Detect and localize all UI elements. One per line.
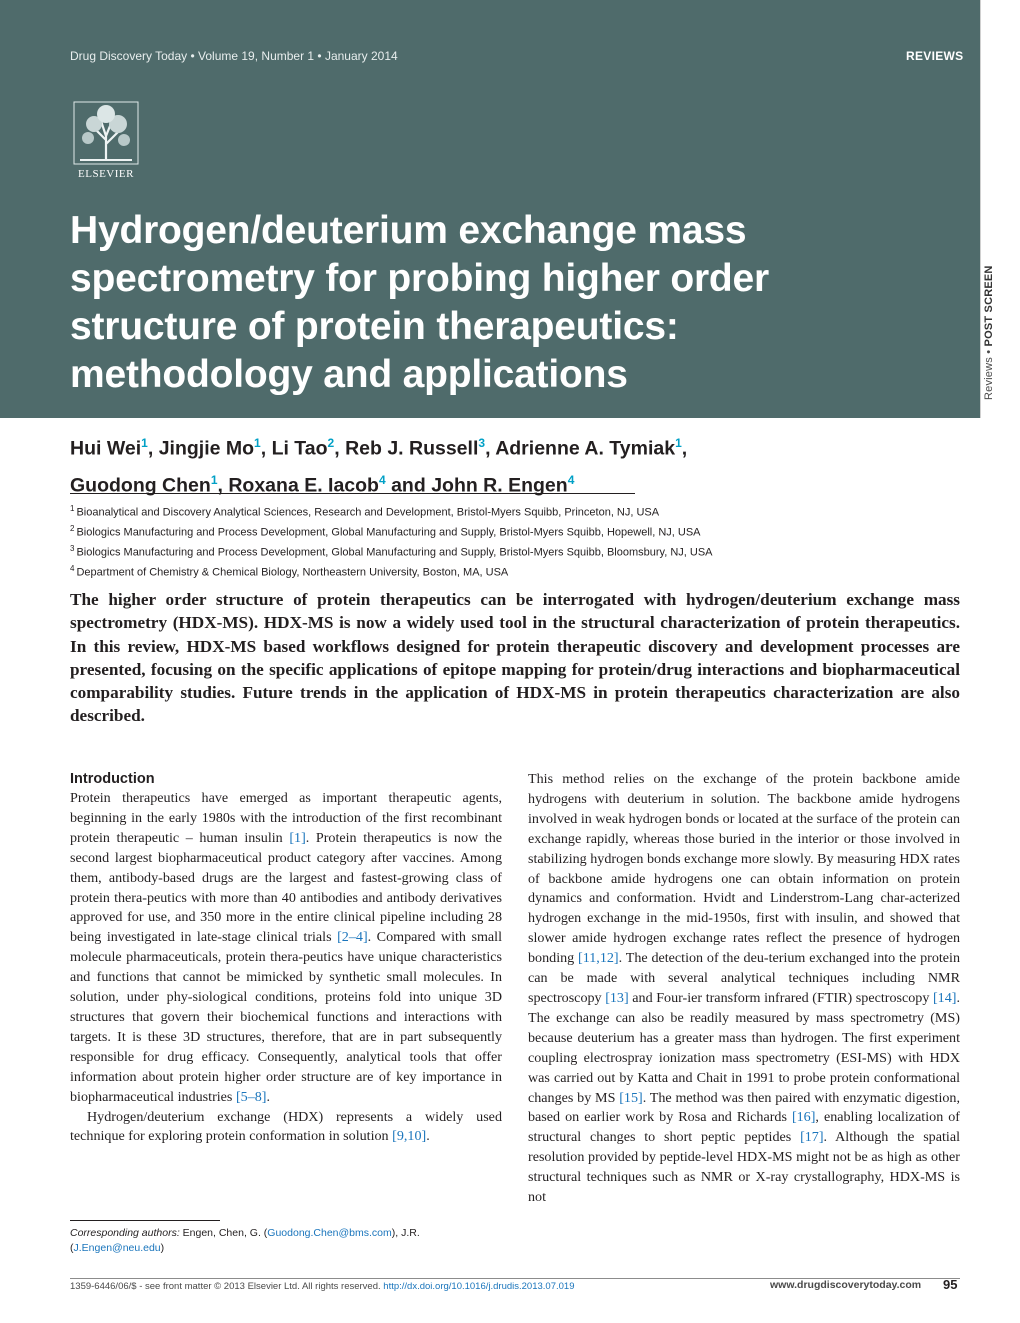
paragraph-text: . Protein therapeutics is now the second largest biopharmaceutical product category after vaccines. Among them, antibody-based drugs are the largest and fastest-growing class of protein thera-peutics with more than 40 antibodies and antibody derivatives approved for use, and 350 more in the entire clinical pipeline including 28 being investigated in late-stage clinical trials <box>70 829 502 946</box>
author-separator: , <box>681 437 688 460</box>
body-column-right <box>528 770 960 1208</box>
affiliation-marker: 4 <box>378 472 386 487</box>
affiliation-list <box>70 501 950 582</box>
citation-link[interactable]: [13] <box>605 989 629 1006</box>
author-list <box>70 428 950 501</box>
affiliation-item <box>70 541 950 561</box>
corresponding-author-note <box>70 1226 490 1256</box>
author-name: Roxana E. Iacob <box>228 474 379 496</box>
author-separator: and <box>385 474 432 496</box>
citation-link[interactable]: [11,12] <box>578 950 619 967</box>
footnote-label: Corresponding authors: <box>70 1227 180 1239</box>
paragraph-text: Protein therapeutics have emerged as important therapeutic agents, beginning in the early 1980s with the introduction of the first recombinant protein therapeutic – human insulin <box>70 790 502 846</box>
side-label-prefix: Reviews • <box>983 346 995 400</box>
affiliation-marker: 4 <box>567 472 575 487</box>
email-link-engen[interactable]: J.Engen@neu.edu <box>73 1242 161 1254</box>
affiliation-marker: 2 <box>327 436 335 450</box>
affiliation-text: Bioanalytical and Discovery Analytical Sciences, Research and Development, Bristol-Myers Squibb, Princeton, NJ, USA <box>76 506 660 519</box>
paragraph-text: This method relies on the exchange of the protein backbone amide hydrogens with deuterium in solution. The backbone amide hydrogens involved in weak hydrogen bonds or located at the surface of the protein can exchange rapidly, whereas those buried in the interior or those involved in stabilizing hydrogen bonds exchange more slowly. By measuring HDX rates of backbone amide hydrogens one can obtain information on protein dynamics and conformation. Hvidt and Linderstrom-Lang char-acterized hydrogen exchange in the mid-1950s, first with insulin, and showed that slower amide hydrogen exchange rates reflect the presence of hydrogen bonding <box>528 771 960 967</box>
paragraph-text: . <box>426 1128 430 1145</box>
paragraph-text: . <box>266 1088 271 1105</box>
citation-link[interactable]: [16] <box>791 1109 816 1126</box>
title-line: methodology and applications <box>70 353 628 396</box>
affiliation-text: Biologics Manufacturing and Process Development, Global Manufacturing and Supply, Bristol-Myers Squibb, Hopewell, NJ, USA <box>76 526 701 539</box>
body-paragraph <box>528 770 960 1208</box>
doi-link[interactable]: http://dx.doi.org/10.1016/j.drudis.2013.07.019 <box>383 1281 575 1292</box>
body-column-left <box>70 770 502 1147</box>
paragraph-text: Hydrogen/deuterium exchange (HDX) represents a widely used technique for exploring protein conformation in solution <box>70 1108 502 1145</box>
left-column-text <box>70 789 502 1147</box>
citation-link[interactable]: [15] <box>619 1089 643 1106</box>
paragraph-text: and Four-ier transform infrared (FTIR) spectroscopy <box>628 989 933 1006</box>
title-line: spectrometry for probing higher order <box>70 257 770 300</box>
paragraph-text: . The detection of the deu-terium exchanged into the protein can be made with several analytical techniques including NMR spectroscopy <box>528 950 960 1006</box>
author-line <box>70 428 950 465</box>
author-separator: , <box>147 437 159 460</box>
author-name: Jingjie Mo <box>158 437 255 460</box>
affiliation-item <box>70 501 950 521</box>
affiliation-number: 4 <box>70 564 75 574</box>
citation-link[interactable]: [14] <box>932 989 957 1006</box>
publisher-wordmark: ELSEVIER <box>78 168 134 180</box>
affiliation-item <box>70 521 950 541</box>
author-name: Reb J. Russell <box>345 437 479 460</box>
affiliation-marker: 1 <box>141 436 148 450</box>
body-paragraph <box>70 789 502 1108</box>
journal-website-link[interactable]: www.drugdiscoverytoday.com <box>770 1279 922 1291</box>
paragraph-text: . Compared with small molecule pharmaceuticals, protein thera-peutics have unique characteristics and functions that cannot be mimicked by synthetic small molecules. In solution, under phy-siological conditions, proteins fold into unique 3D structures that govern their biochemical functions and interactions with targets. It is these 3D structures, therefore, that are in part subsequently responsible for drug efficacy. Consequently, analytical tools that offer information about protein higher order structure are of key importance in biopharmaceutical industries <box>70 929 502 1105</box>
paragraph-text: . The exchange can also be readily measured by mass spectrometry (MS) because deuterium has a greater mass than hydrogen. The first experiment coupling electrospray ionization mass spectrometry (ESI-MS) with HDX was carried out by Katta and Chait in 1991 to probe protein conformational changes by MS <box>528 989 960 1106</box>
affiliation-marker: 3 <box>478 436 486 450</box>
author-separator: , <box>217 474 229 496</box>
body-paragraph <box>70 1108 502 1148</box>
author-name: John R. Engen <box>431 474 568 496</box>
title-line: structure of protein therapeutics: <box>70 305 679 348</box>
page-number: 95 <box>943 1277 958 1292</box>
article-title <box>70 207 950 399</box>
affiliation-text: Department of Chemistry & Chemical Biology, Northeastern University, Boston, MA, USA <box>76 567 509 580</box>
footer-copyright <box>70 1281 574 1292</box>
affiliation-number: 1 <box>70 504 75 513</box>
author-separator: , <box>260 437 272 460</box>
author-separator: , <box>334 437 346 460</box>
section-tag: REVIEWS <box>906 49 964 63</box>
title-line: Hydrogen/deuterium exchange mass <box>70 209 747 252</box>
section-side-label <box>983 265 995 400</box>
side-label-strong: POST SCREEN <box>983 265 995 347</box>
elsevier-tree-icon <box>70 100 142 166</box>
paragraph-text: . Although the spatial resolution provided by peptide-level HDX-MS might not be as high as other structural techniques such as NMR or X-ray crystallography, HDX-MS is not <box>528 1129 960 1206</box>
citation-link[interactable]: [5–8] <box>235 1088 267 1105</box>
elsevier-logo <box>70 100 142 182</box>
author-name: Li Tao <box>271 437 328 460</box>
affiliation-marker: 1 <box>210 472 218 487</box>
paragraph-text: . The method was then paired with enzymatic digestion, based on earlier work by Rosa and Richards <box>528 1089 960 1126</box>
footnote-text: ), J.R. <box>391 1227 420 1239</box>
citation-link[interactable]: [2–4] <box>337 929 368 946</box>
affiliation-number: 3 <box>70 544 75 554</box>
author-separator: , <box>485 437 496 460</box>
section-heading-introduction: Introduction <box>70 771 155 787</box>
email-link-chen[interactable]: Guodong.Chen@bms.com <box>267 1227 392 1239</box>
author-name: Guodong Chen <box>70 474 211 496</box>
affiliation-marker: 1 <box>254 436 261 450</box>
issn-text: 1359-6446/06/$ - see front matter © 2013 Elsevier Ltd. All rights reserved. <box>70 1281 384 1292</box>
citation-link[interactable]: [1] <box>289 829 306 846</box>
affiliation-number: 2 <box>70 524 75 534</box>
author-name: Adrienne A. Tymiak <box>495 437 676 460</box>
author-name: Hui Wei <box>70 437 142 460</box>
affiliation-marker: 1 <box>675 436 682 450</box>
citation-link[interactable]: [17] <box>800 1129 824 1146</box>
footnote-text: Engen, Chen, G. ( <box>179 1227 268 1239</box>
affiliation-item <box>70 561 950 581</box>
affiliation-text: Biologics Manufacturing and Process Development, Global Manufacturing and Supply, Bristol-Myers Squibb, Bloomsbury, NJ, USA <box>76 546 713 559</box>
abstract: The higher order structure of protein therapeutics can be interrogated with hydrogen/deuterium exchange mass spectrometry (HDX-MS). HDX-MS is now a widely used tool in the structural characterization of protein therapeutics. In this review, HDX-MS based workflows designed for protein therapeutic discovery and development processes are presented, focusing on the specific applications of epitope mapping for protein/drug interactions and biopharmaceutical comparability studies. Future trends in the application of HDX-MS in protein therapeutics characterization are also described. <box>70 590 960 726</box>
footnote-divider <box>70 1220 220 1221</box>
author-divider <box>70 493 635 494</box>
footnote-text: ( <box>70 1242 74 1254</box>
journal-citation: Drug Discovery Today • Volume 19, Number 1 • January 2014 <box>70 49 398 63</box>
citation-link[interactable]: [9,10] <box>392 1128 427 1145</box>
author-line <box>70 465 950 502</box>
paragraph-text: , enabling localization of structural changes to short peptic peptides <box>528 1109 960 1146</box>
footnote-text: ) <box>160 1242 165 1254</box>
